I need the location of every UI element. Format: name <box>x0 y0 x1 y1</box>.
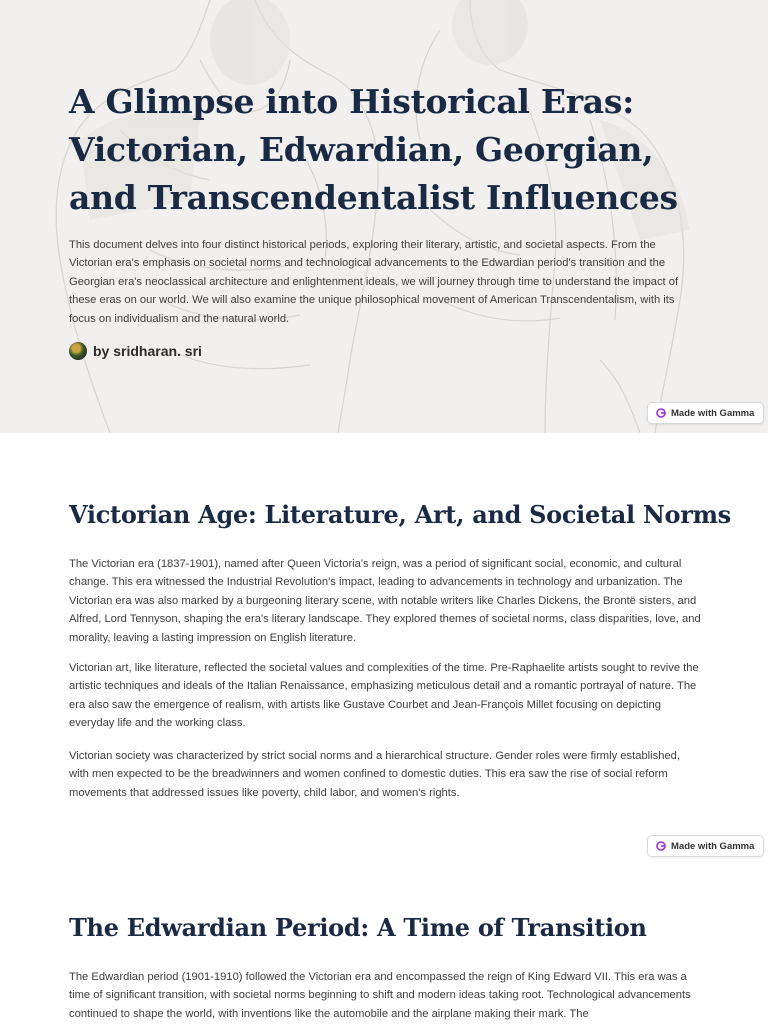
victorian-paragraph-2: Victorian art, like literature, reflected the societal values and complexities of the time. Pre-Raphaelite artists sought to revive the artistic techniques and ideals of the Italian Renaissance, emphasizing meticulous detail and a romantic portrayal of nature. The era also saw the emergence of realism, with artists like Gustave Courbet and Jean-François Millet focusing on depicting everyday life and the working class. <box>69 662 699 730</box>
section-title-victorian: Victorian Age: Literature, Art, and Societal Norms <box>69 500 731 529</box>
page-title: A Glimpse into Historical Eras: Victorian, Edwardian, Georgian, and Transcendentalist Influences <box>69 82 678 217</box>
intro-paragraph: This document delves into four distinct historical periods, exploring their literary, artistic, and societal aspects. From the Victorian era's emphasis on societal norms and technological advancements to the Edwardian period's transition and the Georgian era's neoclassical architecture and enlightenment ideals, we will journey through time to understand the impact of these eras on our world. We will also examine the unique philosophical movement of American Transcendentalism, with its focus on individualism and the natural world. <box>69 239 679 325</box>
made-with-gamma-button[interactable] <box>647 835 764 857</box>
victorian-paragraph-3: Victorian society was characterized by strict social norms and a hierarchical structure. Gender roles were firmly established, with men expected to be the breadwinners and women confined to domestic duties. This era saw the rise of social reform movements that addressed issues like poverty, child labor, and women's rights. <box>69 750 681 799</box>
author-name: by sridharan. sri <box>93 343 202 359</box>
made-with-gamma-button[interactable] <box>647 402 764 424</box>
victorian-paragraph-1: The Victorian era (1837-1901), named after Queen Victoria's reign, was a period of significant social, economic, and cultural change. This era witnessed the Industrial Revolution's impact, leading to advancements in technology and urbanization. The Victorian era was also marked by a burgeoning literary scene, with notable writers like Charles Dickens, the Brontë sisters, and Alfred, Lord Tennyson, shaping the era's literary landscape. They explored themes of societal norms, class disparities, love, and morality, leaving a lasting impression on English literature. <box>69 558 701 644</box>
avatar <box>69 342 87 360</box>
section-title-edwardian: The Edwardian Period: A Time of Transition <box>69 913 647 942</box>
badge-label: Made with Gamma <box>671 407 755 419</box>
gamma-logo-icon <box>656 408 666 418</box>
edwardian-paragraph-1: The Edwardian period (1901-1910) followed the Victorian era and encompassed the reign of King Edward VII. This era was a time of significant transition, with societal norms beginning to shift and modern ideas taking root. Technological advancements continued to shape the world, with inventions like the automobile and the airplane making their mark. The <box>69 971 691 1020</box>
author-byline[interactable] <box>69 341 202 361</box>
gamma-logo-icon <box>656 841 666 851</box>
badge-label: Made with Gamma <box>671 840 755 852</box>
hero-section <box>0 0 768 433</box>
